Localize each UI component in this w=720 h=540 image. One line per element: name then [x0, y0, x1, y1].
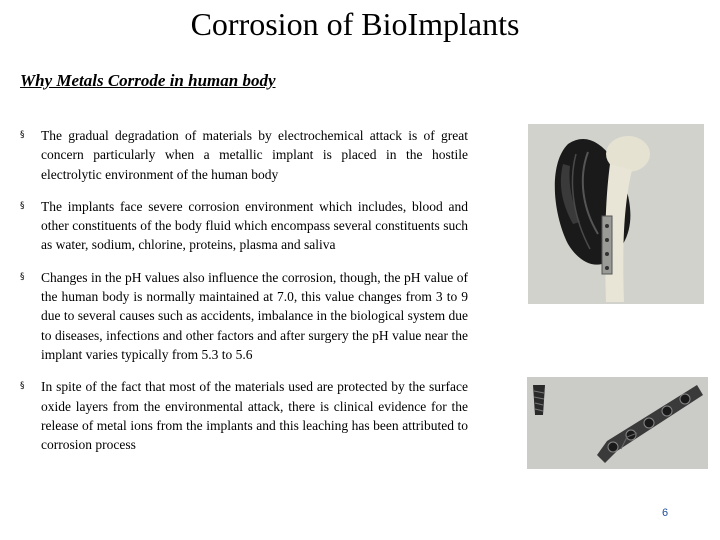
corroded-plate-illustration: [527, 377, 708, 469]
bullet-list: [20, 126, 468, 467]
bullet-text: In spite of the fact that most of the materials used are protected by the surface oxide layers from the environmental attack, there is clinical evidence for the release of metal ions from the implants and this leaching has been attributed to corrosion process: [41, 379, 468, 453]
bullet-item: [20, 377, 468, 454]
bullet-icon: §: [20, 271, 25, 282]
bullet-text: Changes in the pH values also influence the corrosion, though, the pH value of the human body is normally maintained at 7.0, this value changes from 3 to 9 due to several causes such as accidents, imbalance in the biological system due to diseases, infections and other factors and after surgery the pH value near the implant varies typically from 5.3 to 5.6: [41, 269, 468, 362]
bullet-item: [20, 197, 468, 255]
bullet-icon: §: [20, 130, 25, 140]
slide-subtitle: Why Metals Corrode in human body: [20, 71, 276, 90]
page-number: 6: [662, 507, 669, 519]
femur-implant-illustration: [528, 124, 704, 304]
bullet-item: [20, 126, 468, 184]
slide-title: Corrosion of BioImplants: [190, 6, 520, 42]
femur-implant-photo: [528, 124, 704, 304]
bullet-icon: §: [20, 381, 25, 392]
corroded-plate-photo: [527, 377, 708, 469]
bullet-icon: §: [20, 200, 25, 211]
bullet-text: The implants face severe corrosion environment which includes, blood and other constituents of the body fluid which encompass several constituents such as water, sodium, chlorine, proteins, plasma and saliva: [41, 198, 468, 253]
bullet-text: The gradual degradation of materials by electrochemical attack is of great concern particularly when a metallic implant is placed in the hostile electrolytic environment of the human body: [41, 128, 468, 182]
bullet-item: [20, 268, 468, 364]
